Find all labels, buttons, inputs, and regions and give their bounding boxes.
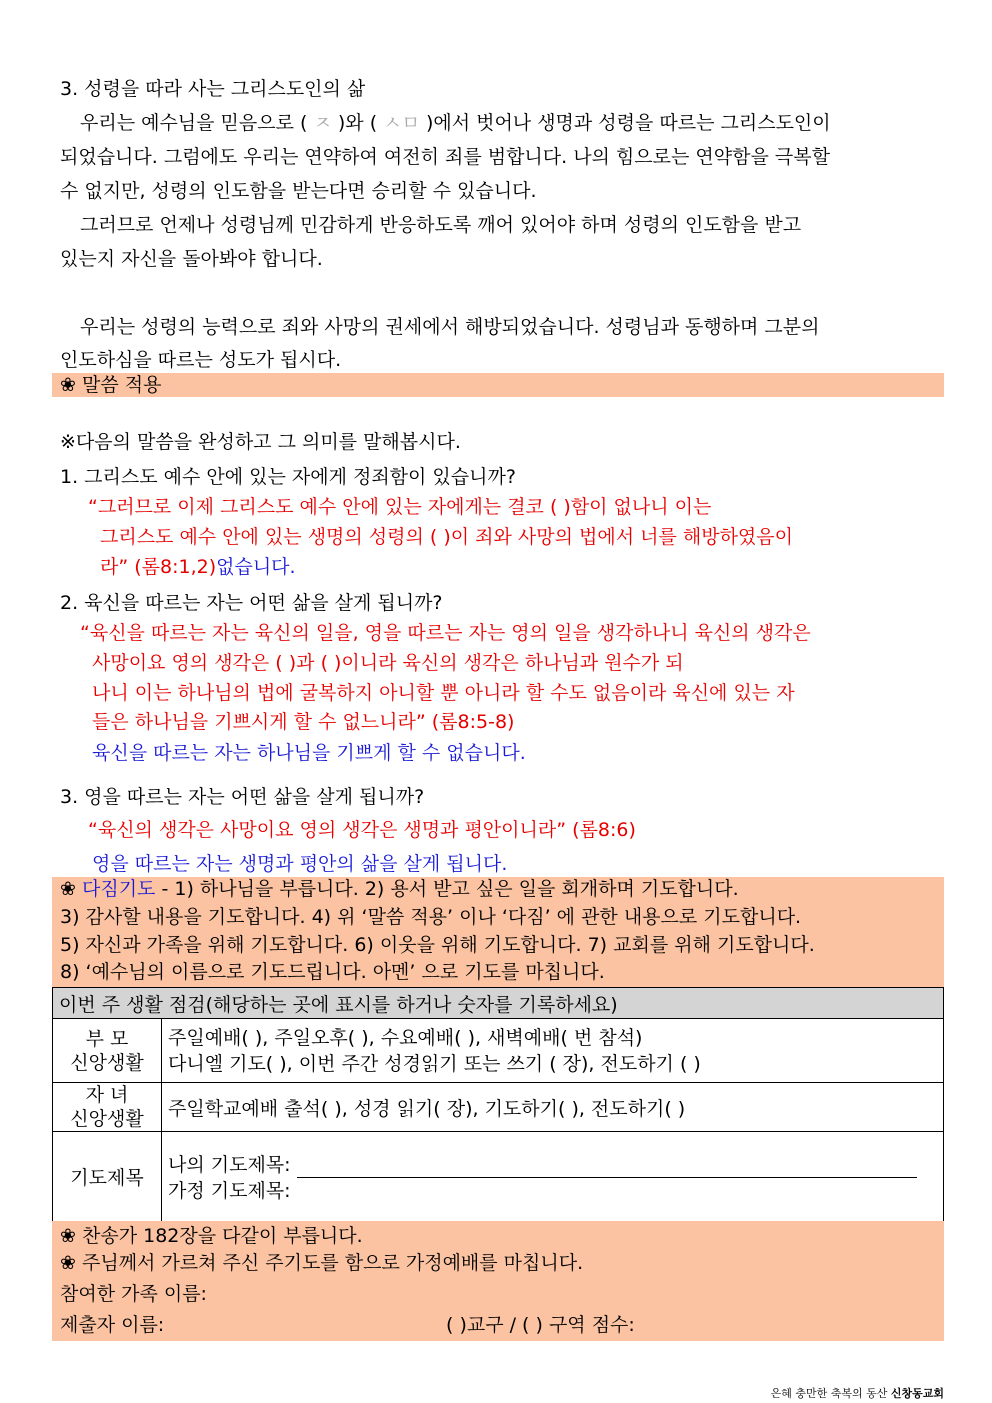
text: 우리는 예수님을 믿음으로 ( <box>80 112 308 134</box>
paragraph-3-line-1: 우리는 성령의 능력으로 죄와 사망의 권세에서 해방되었습니다. 성령님과 동행하며 그분의 <box>80 316 820 338</box>
paragraph-1-line-1 <box>80 108 831 138</box>
my-prayer-label: 나의 기도제목: <box>168 1153 291 1176</box>
church-name: 신창동교회 <box>890 1387 944 1400</box>
lords-prayer-text: 주님께서 가르쳐 주신 주기도를 함으로 가정예배를 마칩니다. <box>82 1252 584 1274</box>
prayer-label: 다짐기도 <box>82 878 156 900</box>
verse-2-line-3: 나니 이는 하나님의 법에 굴복하지 아니할 뿐 아니라 할 수도 없음이라 육신에 있는 자 <box>92 682 795 704</box>
answer-3: 영을 따르는 자는 생명과 평안의 삶을 살게 됩니다. <box>92 853 508 875</box>
submitter-label: 제출자 이름: <box>60 1314 165 1336</box>
question-1: 1. 그리스도 예수 안에 있는 자에게 정죄함이 있습니까? <box>60 466 516 488</box>
prayer-line-3: 5) 자신과 가족을 위해 기도합니다. 6) 이웃을 위해 기도합니다. 7) 교회를 위해 기도합니다. <box>60 934 815 956</box>
children-label: 자 녀 신앙생활 <box>53 1083 162 1132</box>
apply-intro: ※다음의 말씀을 완성하고 그 의미를 말해봅시다. <box>60 431 461 453</box>
district-field[interactable]: ( )교구 / ( ) 구역 점수: <box>446 1314 635 1336</box>
paragraph-3-line-2: 인도하심을 따르는 성도가 됩시다. <box>60 349 342 371</box>
answer-1: 없습니다. <box>216 556 296 578</box>
apply-header-band <box>52 373 944 397</box>
text: )와 ( <box>337 112 378 134</box>
verse-2-line-2: 사망이요 영의 생각은 ( )과 ( )이니라 육신의 생각은 하나님과 원수가 되 <box>92 652 684 674</box>
verse-3-line-1: “육신의 생각은 사망이요 영의 생각은 생명과 평안이니라” (롬8:6) <box>88 819 636 841</box>
hint-text: ㅈ <box>313 112 332 134</box>
verse-1-line-3 <box>100 552 296 582</box>
paragraph-1-line-2: 되었습니다. 그럼에도 우리는 연약하여 여전히 죄를 범합니다. 나의 힘으로는 연약함을 극복할 <box>60 146 830 168</box>
section-title: 3. 성령을 따라 사는 그리스도인의 삶 <box>60 78 366 100</box>
answer-2: 육신을 따르는 자는 하나님을 기쁘게 할 수 없습니다. <box>92 742 526 764</box>
family-names-label: 참여한 가족 이름: <box>60 1283 207 1305</box>
parents-line-2: 다니엘 기도( ), 이번 주간 성경읽기 또는 쓰기 ( 장), 전도하기 ( ) <box>168 1052 701 1075</box>
footer-slogan: 은혜 충만한 축복의 동산 <box>770 1387 888 1400</box>
question-2: 2. 육신을 따르는 자는 어떤 삶을 살게 됩니까? <box>60 592 443 614</box>
prayer-line-4: 8) ‘예수님의 이름으로 기도드립니다. 아멘’ 으로 기도를 마칩니다. <box>60 961 605 983</box>
hymn-text: 찬송가 182장을 다같이 부릅니다. <box>82 1225 363 1247</box>
children-items[interactable]: 주일학교예배 출석( ), 성경 읽기( 장), 기도하기( ), 전도하기( ) <box>162 1083 944 1132</box>
flower-icon: ❀ <box>60 374 76 396</box>
footer <box>771 1385 944 1401</box>
verse-1-line-2: 그리스도 예수 안에 있는 생명의 성령의 ( )이 죄와 사망의 법에서 너를 해방하였음이 <box>100 526 793 548</box>
family-prayer-label: 가정 기도제목: <box>168 1179 291 1202</box>
flower-icon: ❀ <box>60 1252 76 1274</box>
verse-2-line-1: “육신을 따르는 자는 육신의 일을, 영을 따르는 자는 영의 일을 생각하나니 육신의 생각은 <box>80 622 811 644</box>
paragraph-2-line-2: 있는지 자신을 돌아봐야 합니다. <box>60 248 323 270</box>
text: )에서 벗어나 생명과 성령을 따르는 그리스도인이 <box>425 112 831 134</box>
closing-band <box>52 1221 944 1341</box>
parents-items[interactable] <box>162 1019 944 1083</box>
question-3: 3. 영을 따르는 자는 어떤 삶을 살게 됩니까? <box>60 786 425 808</box>
parents-label: 부 모 신앙생활 <box>53 1019 162 1083</box>
verse-1-line-1: “그러므로 이제 그리스도 예수 안에 있는 자에게는 결코 ( )함이 없나니 이는 <box>88 496 712 518</box>
paragraph-1-line-3: 수 없지만, 성령의 인도함을 받는다면 승리할 수 있습니다. <box>60 180 537 202</box>
verse-1-ref: 라” (롬8:1,2) <box>100 556 217 578</box>
parents-line-1: 주일예배( ), 주일오후( ), 수요예배( ), 새벽예배( 번 참석) <box>168 1026 643 1049</box>
flower-icon: ❀ <box>60 1225 76 1247</box>
check-table-title: 이번 주 생활 점검(해당하는 곳에 표시를 하거나 숫자를 기록하세요) <box>53 988 944 1019</box>
prayer-topics-label: 기도제목 <box>53 1132 162 1224</box>
hint-text: ㅅㅁ <box>383 112 420 134</box>
paragraph-2-line-1: 그러므로 언제나 성령님께 민감하게 반응하도록 깨어 있어야 하며 성령의 인도함을 받고 <box>80 214 802 236</box>
verse-2-line-4: 들은 하나님을 기쁘시게 할 수 없느니라” (롬8:5-8) <box>92 711 515 733</box>
prayer-line-2: 3) 감사할 내용을 기도합니다. 4) 위 ‘말씀 적용’ 이나 ‘다짐’ 에 관한 내용으로 기도합니다. <box>60 906 802 928</box>
prayer-band <box>52 877 944 987</box>
prayer-topics[interactable] <box>162 1132 944 1224</box>
prayer-line-1: - 1) 하나님을 부릅니다. 2) 용서 받고 싶은 일을 회개하며 기도합니다. <box>155 878 739 900</box>
life-check-table <box>52 987 944 1224</box>
apply-header: 말씀 적용 <box>82 374 162 396</box>
my-prayer-line[interactable] <box>297 1177 917 1178</box>
flower-icon: ❀ <box>60 878 76 900</box>
